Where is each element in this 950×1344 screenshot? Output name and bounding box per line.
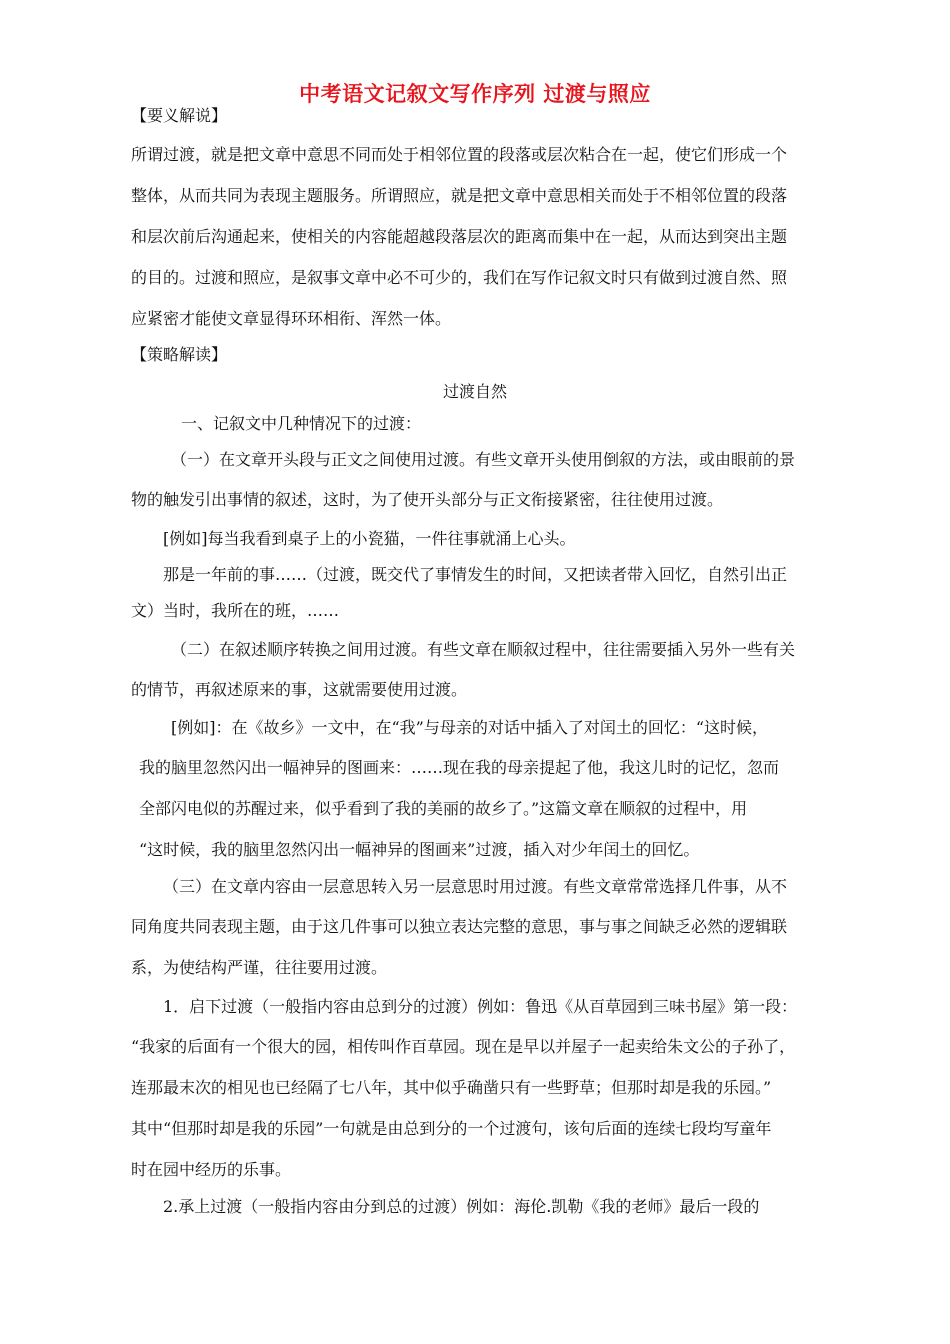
paragraph-line: 应紧密才能使文章显得环环相衔、浑然一体。	[131, 309, 452, 328]
section-heading-strategy: 【策略解读】	[131, 345, 228, 364]
paragraph-line: 文）当时，我所在的班，……	[131, 601, 340, 620]
paragraph-line: 所谓过渡，就是把文章中意思不同而处于相邻位置的段落或层次粘合在一起，使它们形成一个	[131, 145, 788, 164]
paragraph-line: （三）在文章内容由一层意思转入另一层意思时用过渡。有些文章常常选择几件事，从不	[163, 877, 788, 896]
paragraph-line: “这时候，我的脑里忽然闪出一幅神异的图画来”过渡，插入对少年闰土的回忆。	[139, 840, 700, 859]
paragraph-line: 其中“但那时却是我的乐园”一句就是由总到分的一个过渡句，该句后面的连续七段均写童年	[131, 1119, 772, 1138]
document-title: 中考语文记叙文写作序列 过渡与照应	[299, 82, 651, 106]
paragraph-line: “我家的后面有一个很大的园，相传叫作百草园。现在是早以并屋子一起卖给朱文公的子孙了，	[131, 1037, 796, 1056]
section-heading-essentials: 【要义解说】	[131, 106, 228, 125]
paragraph-line: 的目的。过渡和照应，是叙事文章中必不可少的，我们在写作记叙文时只有做到过渡自然、照	[131, 268, 788, 287]
paragraph-line: （二）在叙述顺序转换之间用过渡。有些文章在顺叙过程中，往往需要插入另外一些有关	[171, 640, 796, 659]
paragraph-line: 连那最末次的相见也已经隔了七八年，其中似乎确凿只有一些野草；但那时却是我的乐园。”	[131, 1078, 772, 1097]
paragraph-line: 全部闪电似的苏醒过来，似乎看到了我的美丽的故乡了。”这篇文章在顺叙的过程中，用	[139, 799, 748, 818]
paragraph-line: 2.承上过渡（一般指内容由分到总的过渡）例如：海伦.凯勒《我的老师》最后一段的	[163, 1197, 760, 1216]
paragraph-line: 系，为使结构严谨，往往要用过渡。	[131, 958, 388, 977]
paragraph-line: 时在园中经历的乐事。	[131, 1160, 292, 1179]
paragraph-line: 1．启下过渡（一般指内容由总到分的过渡）例如：鲁迅《从百草园到三味书屋》第一段：	[163, 997, 798, 1016]
paragraph-line: 物的触发引出事情的叙述，这时，为了使开头部分与正文衔接紧密，往往使用过渡。	[131, 490, 724, 509]
paragraph-line: 的情节，再叙述原来的事，这就需要使用过渡。	[131, 680, 468, 699]
subheading: 过渡自然	[442, 382, 507, 401]
paragraph-line: 一、记叙文中几种情况下的过渡：	[181, 414, 422, 433]
paragraph-line: 同角度共同表现主题，由于这几件事可以独立表达完整的意思，事与事之间缺乏必然的逻辑联	[131, 917, 788, 936]
paragraph-line: [例如]每当我看到桌子上的小瓷猫，一件往事就涌上心头。	[163, 529, 576, 548]
paragraph-line: 我的脑里忽然闪出一幅神异的图画来：……现在我的母亲提起了他，我这儿时的记忆，忽而	[139, 758, 780, 777]
paragraph-line: 整体，从而共同为表现主题服务。所谓照应，就是把文章中意思相关而处于不相邻位置的段落	[131, 186, 788, 205]
paragraph-line: （一）在文章开头段与正文之间使用过渡。有些文章开头使用倒叙的方法，或由眼前的景	[171, 450, 796, 469]
paragraph-line: 那是一年前的事……（过渡，既交代了事情发生的时间，又把读者带入回忆，自然引出正	[163, 565, 788, 584]
paragraph-line: 和层次前后沟通起来，使相关的内容能超越段落层次的距离而集中在一起，从而达到突出主题	[131, 227, 788, 246]
paragraph-line: [例如]：在《故乡》一文中，在“我”与母亲的对话中插入了对闰土的回忆：“这时候，	[171, 718, 769, 737]
